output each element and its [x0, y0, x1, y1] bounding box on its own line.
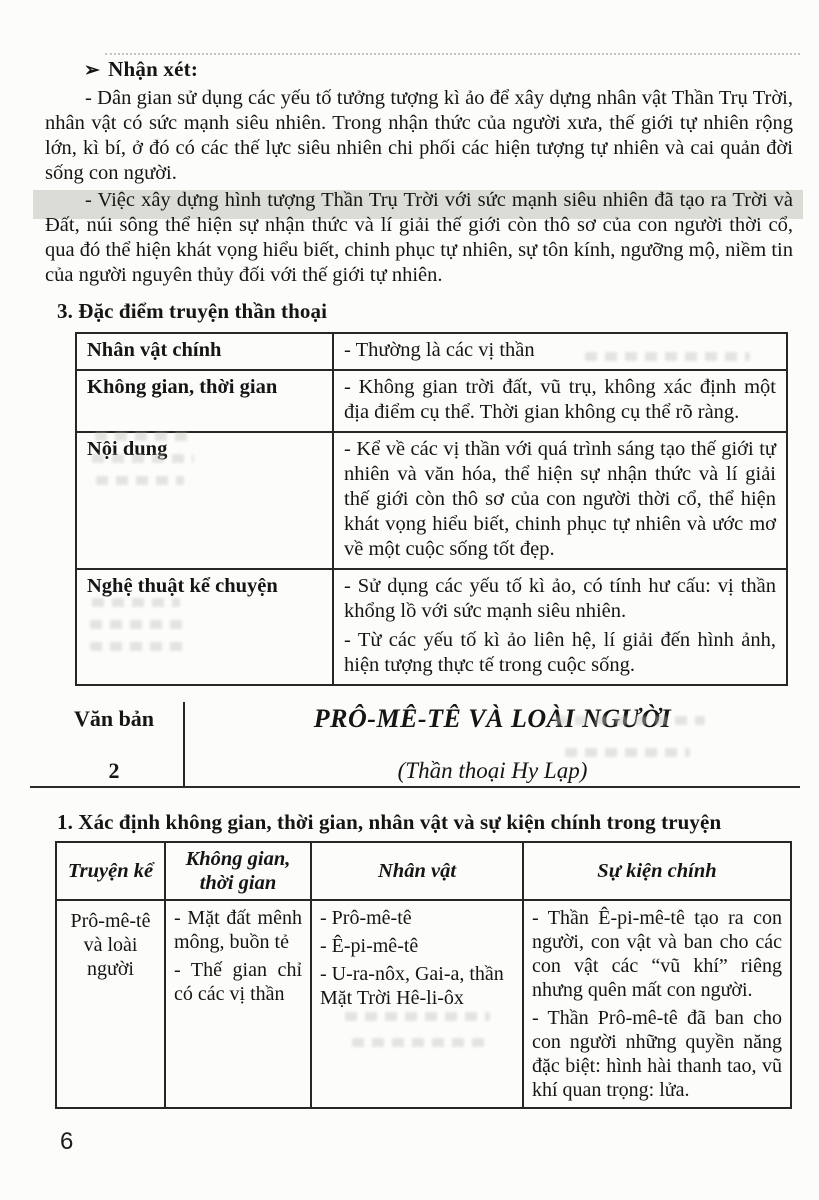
remark-paragraph-1: - Dân gian sử dụng các yếu tố tưởng tượng kì ảo để xây dựng nhân vật Thần Trụ Trời, nhân vật có sức mạnh siêu nhiên. Trong nhận thức của người xưa, thế giới tự nhiên rộng lớn, kì bí, ở đó có các thế lực siêu nhiên chi phối các hiện tượng tự nhiên và cai quản đời sống con người.	[45, 87, 793, 184]
cell-paragraph: - Ê-pi-mê-tê	[320, 935, 419, 957]
table-row	[76, 432, 787, 569]
row-label: Nội dung	[76, 432, 333, 569]
events-cell	[523, 900, 791, 1108]
cell-paragraph: - Thần Ê-pi-mê-tê tạo ra con người, con vật và ban cho các con vật các “vũ khí” riêng nhưng quên mất con người.	[532, 907, 782, 1001]
bleed-through-artifact	[90, 642, 186, 651]
bleed-through-artifact	[92, 454, 194, 463]
story-name-cell: Prô-mê-tê và loài người	[56, 900, 165, 1108]
bleed-through-artifact	[565, 748, 690, 757]
cell-paragraph: - Kể về các vị thần với quá trình sáng tạo thế giới tự nhiên và văn hóa, thể hiện sự nhận thức và lí giải thế giới còn thô sơ của con người thời cổ, thể hiện khát vọng hiểu biết, chinh phục tự nhiên và ước mơ về một cuộc sống tốt đẹp.	[344, 438, 776, 560]
bleed-through-artifact	[352, 1038, 484, 1047]
page-number: 6	[60, 1128, 74, 1155]
bleed-through-artifact	[345, 1012, 490, 1021]
row-label: Nhân vật chính	[76, 333, 333, 370]
row-content	[333, 432, 787, 569]
text-label: Văn bản	[73, 706, 155, 731]
bleed-through-artifact	[92, 598, 180, 607]
section-1-heading: 1. Xác định không gian, thời gian, nhân vật và sự kiện chính trong truyện	[57, 810, 722, 834]
page-top-edge-artifact	[105, 53, 800, 55]
arrow-bullet-icon: ➢	[84, 60, 101, 81]
text-number: 2	[108, 758, 120, 783]
horizontal-rule	[30, 786, 800, 788]
story-subtitle: (Thần thoại Hy Lạp)	[397, 758, 588, 783]
bleed-through-artifact	[95, 432, 190, 441]
row-label: Không gian, thời gian	[76, 370, 333, 432]
table-row	[56, 900, 791, 1108]
remark-paragraph-2-wrap	[45, 188, 793, 288]
cell-paragraph: - Từ các yếu tố kì ảo liên hệ, lí giải đến hình ảnh, hiện tượng thực tế trong cuộc sống.	[344, 629, 776, 676]
bleed-through-artifact	[90, 620, 188, 629]
cell-paragraph: - Thế gian chỉ có các vị thần	[174, 959, 302, 1005]
bleed-through-artifact	[555, 716, 705, 725]
section-3-heading: 3. Đặc điểm truyện thần thoại	[57, 299, 328, 323]
characters-cell	[311, 900, 523, 1108]
column-header-story: Truyện kể	[56, 842, 165, 900]
text-number-box	[45, 702, 185, 786]
column-header-events: Sự kiện chính	[523, 842, 791, 900]
text-2-title-block	[45, 702, 800, 786]
cell-paragraph: - Mặt đất mênh mông, buồn tẻ	[174, 907, 302, 953]
myth-characteristics-table	[75, 332, 788, 686]
bleed-through-artifact	[585, 352, 750, 361]
cell-paragraph: - U-ra-nôx, Gai-a, thần Mặt Trời Hê-li-ôx	[320, 963, 504, 1009]
setting-cell	[165, 900, 311, 1108]
cell-paragraph: - Không gian trời đất, vũ trụ, không xác định một địa điểm cụ thể. Thời gian không cụ thể rõ ràng.	[344, 376, 776, 423]
text-title-box	[185, 702, 800, 786]
remark-heading	[84, 57, 198, 82]
row-label: Nghệ thuật kể chuyện	[76, 569, 333, 685]
bleed-through-artifact	[96, 476, 184, 485]
row-content	[333, 569, 787, 685]
story-title: PRÔ-MÊ-TÊ VÀ LOÀI NGƯỜI	[313, 704, 672, 733]
remark-paragraph-2: - Việc xây dựng hình tượng Thần Trụ Trời với sức mạnh siêu nhiên đã tạo ra Trời và Đất, núi sông thể hiện sự nhận thức và lí giải thế giới còn thô sơ của con người thời cổ, qua đó thể hiện khát vọng hiểu biết, chinh phục tự nhiên, sự tôn kính, ngưỡng mộ, niềm tin của người nguyên thủy đối với thế giới tự nhiên.	[45, 189, 793, 286]
remark-heading-label: Nhận xét:	[108, 57, 199, 81]
column-header-characters: Nhân vật	[311, 842, 523, 900]
row-content	[333, 370, 787, 432]
cell-paragraph: - Sử dụng các yếu tố kì ảo, có tính hư cấu: vị thần khổng lồ với sức mạnh siêu nhiên.	[344, 575, 776, 622]
table-row	[76, 370, 787, 432]
cell-paragraph: - Thường là các vị thần	[344, 339, 535, 361]
table-header-row	[56, 842, 791, 900]
column-header-setting: Không gian, thời gian	[165, 842, 311, 900]
cell-paragraph: - Thần Prô-mê-tê đã ban cho con người những quyền năng đặc biệt: hình hài thanh tao, vũ khí quan trọng: lửa.	[532, 1007, 782, 1101]
cell-paragraph: - Prô-mê-tê	[320, 907, 412, 929]
story-analysis-table	[55, 841, 792, 1109]
